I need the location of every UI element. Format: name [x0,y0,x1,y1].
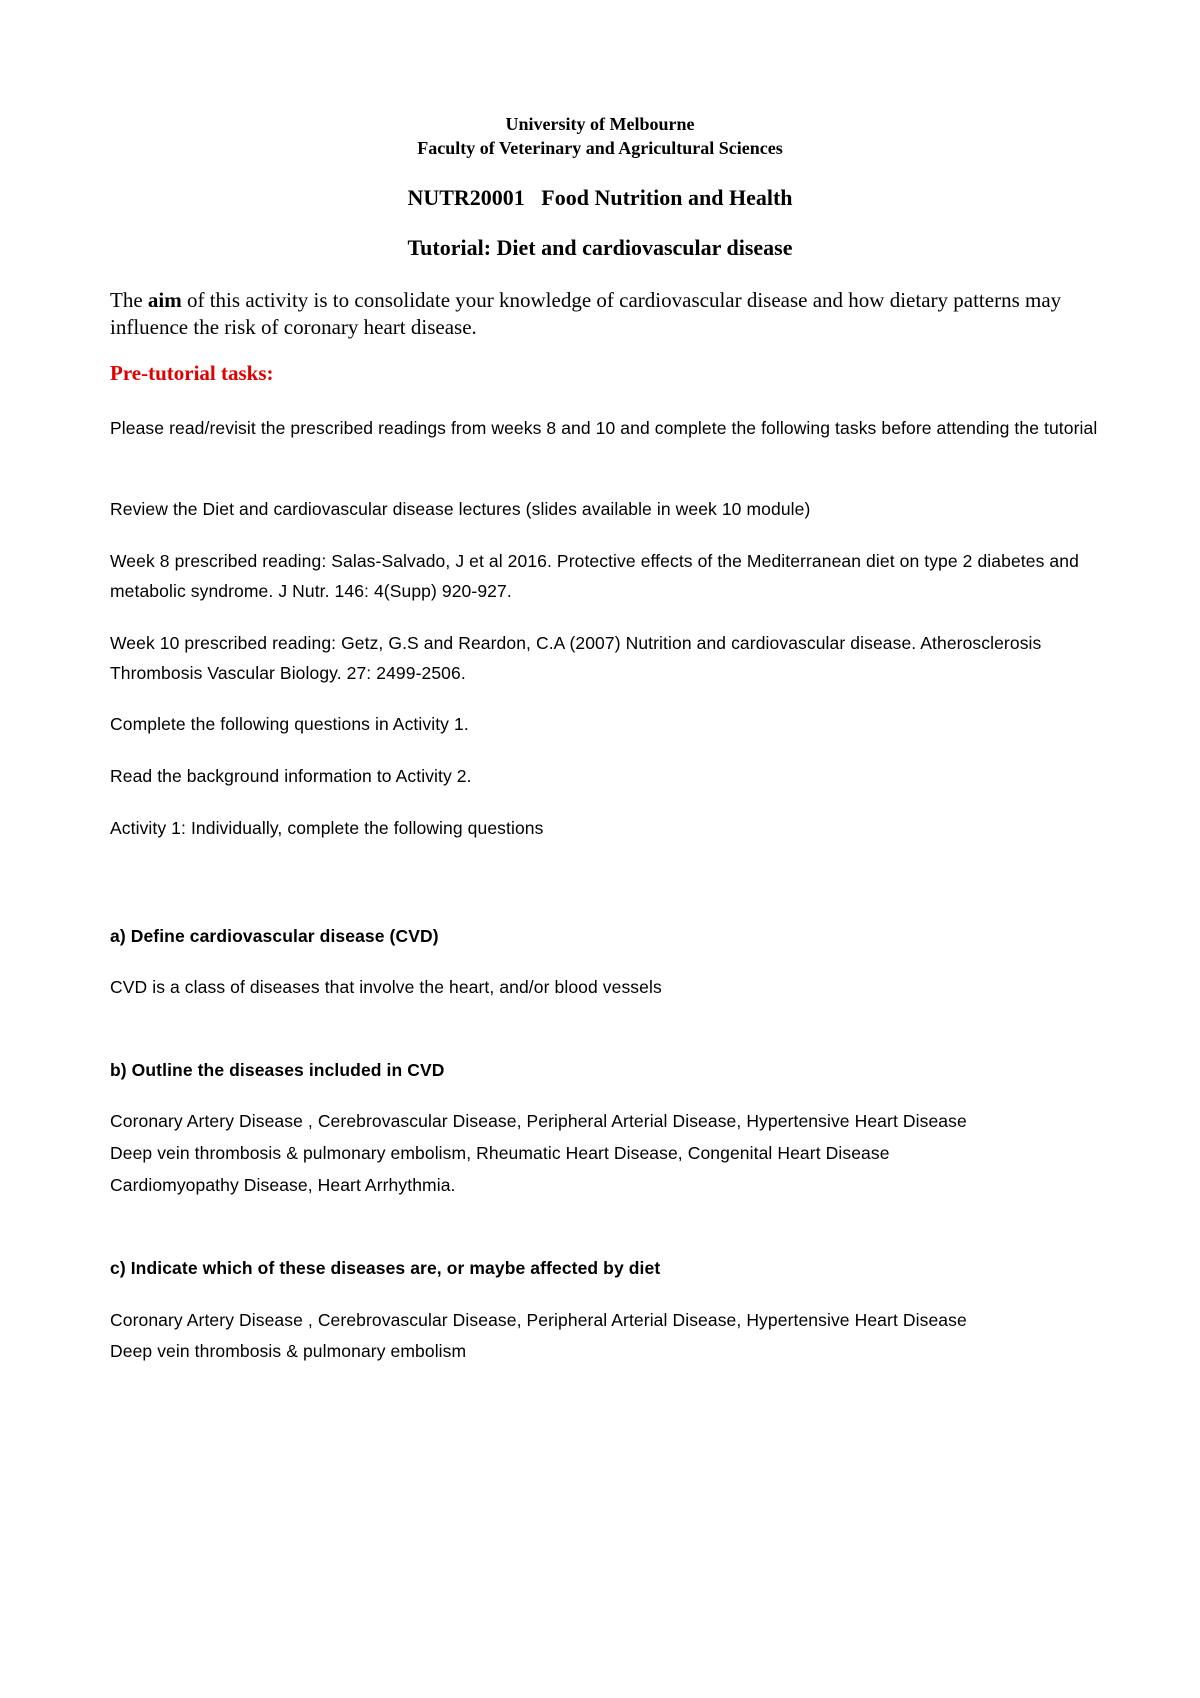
aim-paragraph [110,287,1100,341]
university-name: University of Melbourne [505,114,695,134]
week10-reading: Week 10 prescribed reading: Getz, G.S and Reardon, C.A (2007) Nutrition and cardiovascular disease. Atherosclerosis Thrombosis Vascular Biology. 27: 2499-2506. [110,633,1042,683]
question-b: b) Outline the diseases included in CVD [110,1060,445,1080]
read-background-text: Read the background information to Activity 2. [110,766,472,786]
answer-a-line: CVD is a class of diseases that involve the heart, and/or blood vessels [110,977,662,997]
complete-questions-text: Complete the following questions in Activity 1. [110,714,469,734]
aim-prefix: The [110,288,148,312]
aim-text: of this activity is to consolidate your knowledge of cardiovascular disease and how dietary patterns may influence the risk of coronary heart disease. [110,288,1062,339]
answer-b-line: Deep vein thrombosis & pulmonary embolism, Rheumatic Heart Disease, Congenital Heart Disease [110,1143,890,1163]
answer-b-line: Coronary Artery Disease , Cerebrovascular Disease, Peripheral Arterial Disease, Hypertensive Heart Disease [110,1111,967,1131]
question-a: a) Define cardiovascular disease (CVD) [110,926,439,946]
pre-tutorial-heading: Pre-tutorial tasks: [110,361,274,385]
answer-c-line: Coronary Artery Disease , Cerebrovascular Disease, Peripheral Arterial Disease, Hypertensive Heart Disease [110,1310,967,1330]
tutorial-title: Tutorial: Diet and cardiovascular disease [407,235,793,260]
faculty-name: Faculty of Veterinary and Agricultural Sciences [417,138,783,158]
aim-keyword: aim [147,288,182,312]
answer-c-line: Deep vein thrombosis & pulmonary embolism [110,1341,467,1361]
review-lectures-text: Review the Diet and cardiovascular disease lectures (slides available in week 10 module) [110,499,811,519]
course-title: NUTR20001 Food Nutrition and Health [407,185,793,210]
answer-b-line: Cardiomyopathy Disease, Heart Arrhythmia. [110,1175,456,1195]
pre-tutorial-intro: Please read/revisit the prescribed readings from weeks 8 and 10 and complete the following tasks before attending the tutorial [110,418,1098,438]
week8-reading: Week 8 prescribed reading: Salas-Salvado, J et al 2016. Protective effects of the Mediterranean diet on type 2 diabetes and metabolic syndrome. J Nutr. 146: 4(Supp) 920-927. [110,551,1079,601]
question-c: c) Indicate which of these diseases are, or maybe affected by diet [110,1258,661,1278]
activity1-heading: Activity 1: Individually, complete the following questions [110,818,544,838]
